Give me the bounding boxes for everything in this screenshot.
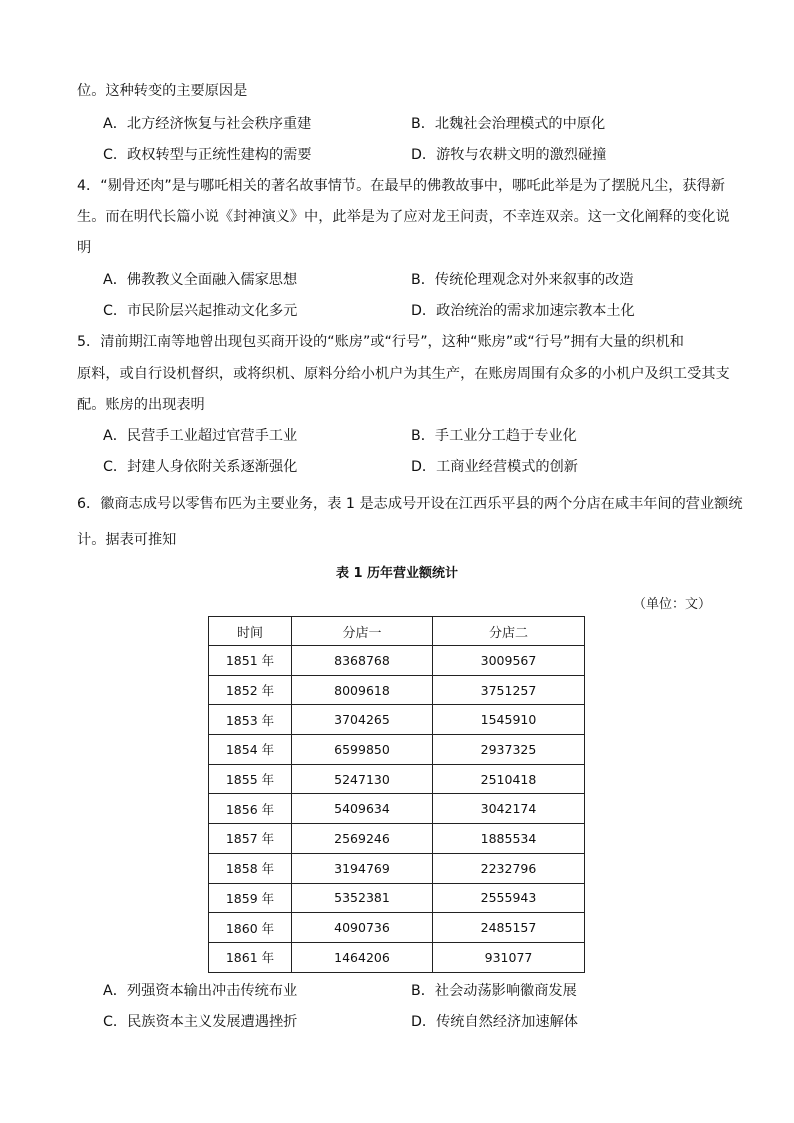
table-row xyxy=(209,735,585,765)
cell-branch-2: 1545910 xyxy=(433,705,585,735)
header-branch-2: 分店二 xyxy=(433,617,585,646)
cell-branch-1: 8368768 xyxy=(292,646,433,676)
cell-year: 1859 年 xyxy=(209,883,292,913)
q3-stem: 位。这种转变的主要原因是 xyxy=(77,83,248,99)
cell-branch-2: 3042174 xyxy=(433,794,585,824)
q5-stem-line-3: 配。账房的出现表明 xyxy=(77,397,205,413)
table-row xyxy=(209,913,585,943)
header-branch-1: 分店一 xyxy=(292,617,433,646)
cell-year: 1852 年 xyxy=(209,675,292,705)
cell-branch-2: 2937325 xyxy=(433,735,585,765)
q4-option-d: D．政治统治的需求加速宗教本土化 xyxy=(411,303,635,319)
q4-option-b: B．传统伦理观念对外来叙事的改造 xyxy=(411,272,634,288)
cell-branch-2: 2510418 xyxy=(433,764,585,794)
q3-option-a: A．北方经济恢复与社会秩序重建 xyxy=(103,116,312,132)
cell-branch-1: 8009618 xyxy=(292,675,433,705)
header-year: 时间 xyxy=(209,617,292,646)
q3-option-d: D．游牧与农耕文明的激烈碰撞 xyxy=(411,147,607,163)
cell-branch-1: 3194769 xyxy=(292,853,433,883)
cell-year: 1858 年 xyxy=(209,853,292,883)
q5-option-c: C．封建人身依附关系逐渐强化 xyxy=(103,459,298,475)
cell-year: 1860 年 xyxy=(209,913,292,943)
q4-stem-line-2: 生。而在明代长篇小说《封神演义》中，此举是为了应对龙王问责，不幸连双亲。这一文化阐释的变化说 xyxy=(77,209,730,225)
table-row xyxy=(209,942,585,972)
cell-year: 1851 年 xyxy=(209,646,292,676)
cell-year: 1853 年 xyxy=(209,705,292,735)
q4-stem-line-1: 4．“剔骨还肉”是与哪吒相关的著名故事情节。在最早的佛教故事中，哪吒此举是为了摆脱凡尘，获得新 xyxy=(77,178,725,194)
q6-option-c: C．民族资本主义发展遭遇挫折 xyxy=(103,1014,298,1030)
cell-branch-2: 2485157 xyxy=(433,913,585,943)
q6-option-b: B．社会动荡影响徽商发展 xyxy=(411,983,577,999)
q3-option-c: C．政权转型与正统性建构的需要 xyxy=(103,147,312,163)
table-header-row xyxy=(209,617,585,646)
cell-branch-2: 1885534 xyxy=(433,824,585,854)
cell-branch-2: 931077 xyxy=(433,942,585,972)
table-row xyxy=(209,764,585,794)
q4-option-a: A．佛教教义全面融入儒家思想 xyxy=(103,272,298,288)
cell-branch-1: 5352381 xyxy=(292,883,433,913)
q4-stem-line-3: 明 xyxy=(77,240,92,256)
cell-branch-2: 2232796 xyxy=(433,853,585,883)
q6-stem-line-2: 计。据表可推知 xyxy=(77,532,177,548)
cell-year: 1854 年 xyxy=(209,735,292,765)
table-row xyxy=(209,705,585,735)
table-row xyxy=(209,675,585,705)
cell-branch-1: 6599850 xyxy=(292,735,433,765)
cell-year: 1857 年 xyxy=(209,824,292,854)
cell-branch-2: 2555943 xyxy=(433,883,585,913)
table-unit: （单位：文） xyxy=(632,597,711,612)
cell-branch-2: 3009567 xyxy=(433,646,585,676)
revenue-table xyxy=(208,616,585,973)
cell-year: 1855 年 xyxy=(209,764,292,794)
cell-branch-1: 4090736 xyxy=(292,913,433,943)
q3-option-b: B．北魏社会治理模式的中原化 xyxy=(411,116,606,132)
q6-stem-line-1: 6．徽商志成号以零售布匹为主要业务，表 1 是志成号开设在江西乐平县的两个分店在咸丰年间的营业额统 xyxy=(77,496,743,512)
table-row xyxy=(209,853,585,883)
table-row xyxy=(209,824,585,854)
table-caption: 表 1 历年营业额统计 xyxy=(335,566,459,581)
q5-option-b: B．手工业分工趋于专业化 xyxy=(411,428,577,444)
cell-year: 1861 年 xyxy=(209,942,292,972)
q5-stem-line-1: 5．清前期江南等地曾出现包买商开设的“账房”或“行号”，这种“账房”或“行号”拥有大量的织机和 xyxy=(77,334,684,350)
q5-option-d: D．工商业经营模式的创新 xyxy=(411,459,578,475)
cell-branch-1: 1464206 xyxy=(292,942,433,972)
cell-branch-1: 5247130 xyxy=(292,764,433,794)
table-row xyxy=(209,883,585,913)
cell-branch-1: 5409634 xyxy=(292,794,433,824)
cell-branch-1: 2569246 xyxy=(292,824,433,854)
q5-option-a: A．民营手工业超过官营手工业 xyxy=(103,428,298,444)
q6-option-a: A．列强资本输出冲击传统布业 xyxy=(103,983,298,999)
cell-branch-1: 3704265 xyxy=(292,705,433,735)
table-row xyxy=(209,794,585,824)
cell-branch-2: 3751257 xyxy=(433,675,585,705)
q6-option-d: D．传统自然经济加速解体 xyxy=(411,1014,578,1030)
cell-year: 1856 年 xyxy=(209,794,292,824)
q5-stem-line-2: 原料，或自行设机督织，或将织机、原料分给小机户为其生产，在账房周围有众多的小机户及织工受其支 xyxy=(77,366,730,382)
table-row xyxy=(209,646,585,676)
q4-option-c: C．市民阶层兴起推动文化多元 xyxy=(103,303,298,319)
